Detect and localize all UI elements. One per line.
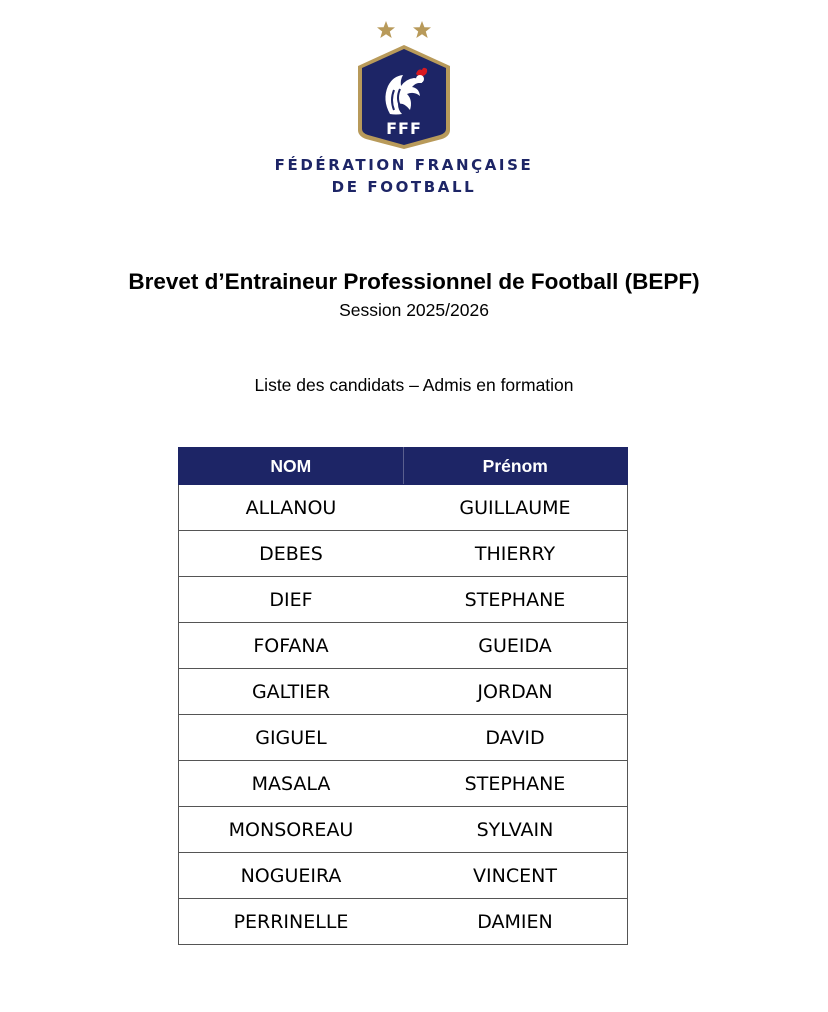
organization-line-2: DE FOOTBALL (331, 178, 477, 196)
fff-logo-block (0, 18, 828, 208)
fff-rooster-shield-logo (356, 44, 452, 150)
cell-nom: FOFANA (179, 623, 404, 669)
table-row (179, 853, 628, 899)
table-row (179, 623, 628, 669)
table-row (179, 577, 628, 623)
column-header-prenom: Prénom (403, 448, 628, 485)
cell-nom: MASALA (179, 761, 404, 807)
page-title: Brevet d’Entraineur Professionnel de Football (BEPF) (128, 269, 700, 294)
cell-nom: GALTIER (179, 669, 404, 715)
table-row (179, 899, 628, 945)
candidates-table-wrapper (178, 447, 628, 945)
cell-prenom: GUEIDA (403, 623, 628, 669)
cell-nom: MONSOREAU (179, 807, 404, 853)
list-heading: Liste des candidats – Admis en formation (254, 375, 574, 395)
candidates-table (178, 447, 628, 945)
cell-nom: DIEF (179, 577, 404, 623)
cell-prenom: THIERRY (403, 531, 628, 577)
session-subtitle: Session 2025/2026 (339, 300, 489, 320)
table-header-row (179, 448, 628, 485)
column-header-nom: NOM (179, 448, 404, 485)
cell-prenom: GUILLAUME (403, 485, 628, 531)
organization-line-1: FÉDÉRATION FRANÇAISE (274, 156, 534, 174)
cell-prenom: SYLVAIN (403, 807, 628, 853)
table-row (179, 761, 628, 807)
table-row (179, 485, 628, 531)
table-row (179, 807, 628, 853)
table-row (179, 669, 628, 715)
fff-monogram: FFF (386, 119, 422, 138)
cell-prenom: JORDAN (403, 669, 628, 715)
cell-nom: DEBES (179, 531, 404, 577)
stars-group (376, 20, 432, 42)
star-icon (376, 20, 396, 40)
cell-nom: GIGUEL (179, 715, 404, 761)
cell-prenom: STEPHANE (403, 761, 628, 807)
table-row (179, 531, 628, 577)
cell-prenom: VINCENT (403, 853, 628, 899)
cell-nom: NOGUEIRA (179, 853, 404, 899)
table-row (179, 715, 628, 761)
cell-prenom: DAVID (403, 715, 628, 761)
cell-nom: ALLANOU (179, 485, 404, 531)
cell-nom: PERRINELLE (179, 899, 404, 945)
star-icon (412, 20, 432, 40)
cell-prenom: STEPHANE (403, 577, 628, 623)
organization-name (264, 154, 544, 198)
cell-prenom: DAMIEN (403, 899, 628, 945)
